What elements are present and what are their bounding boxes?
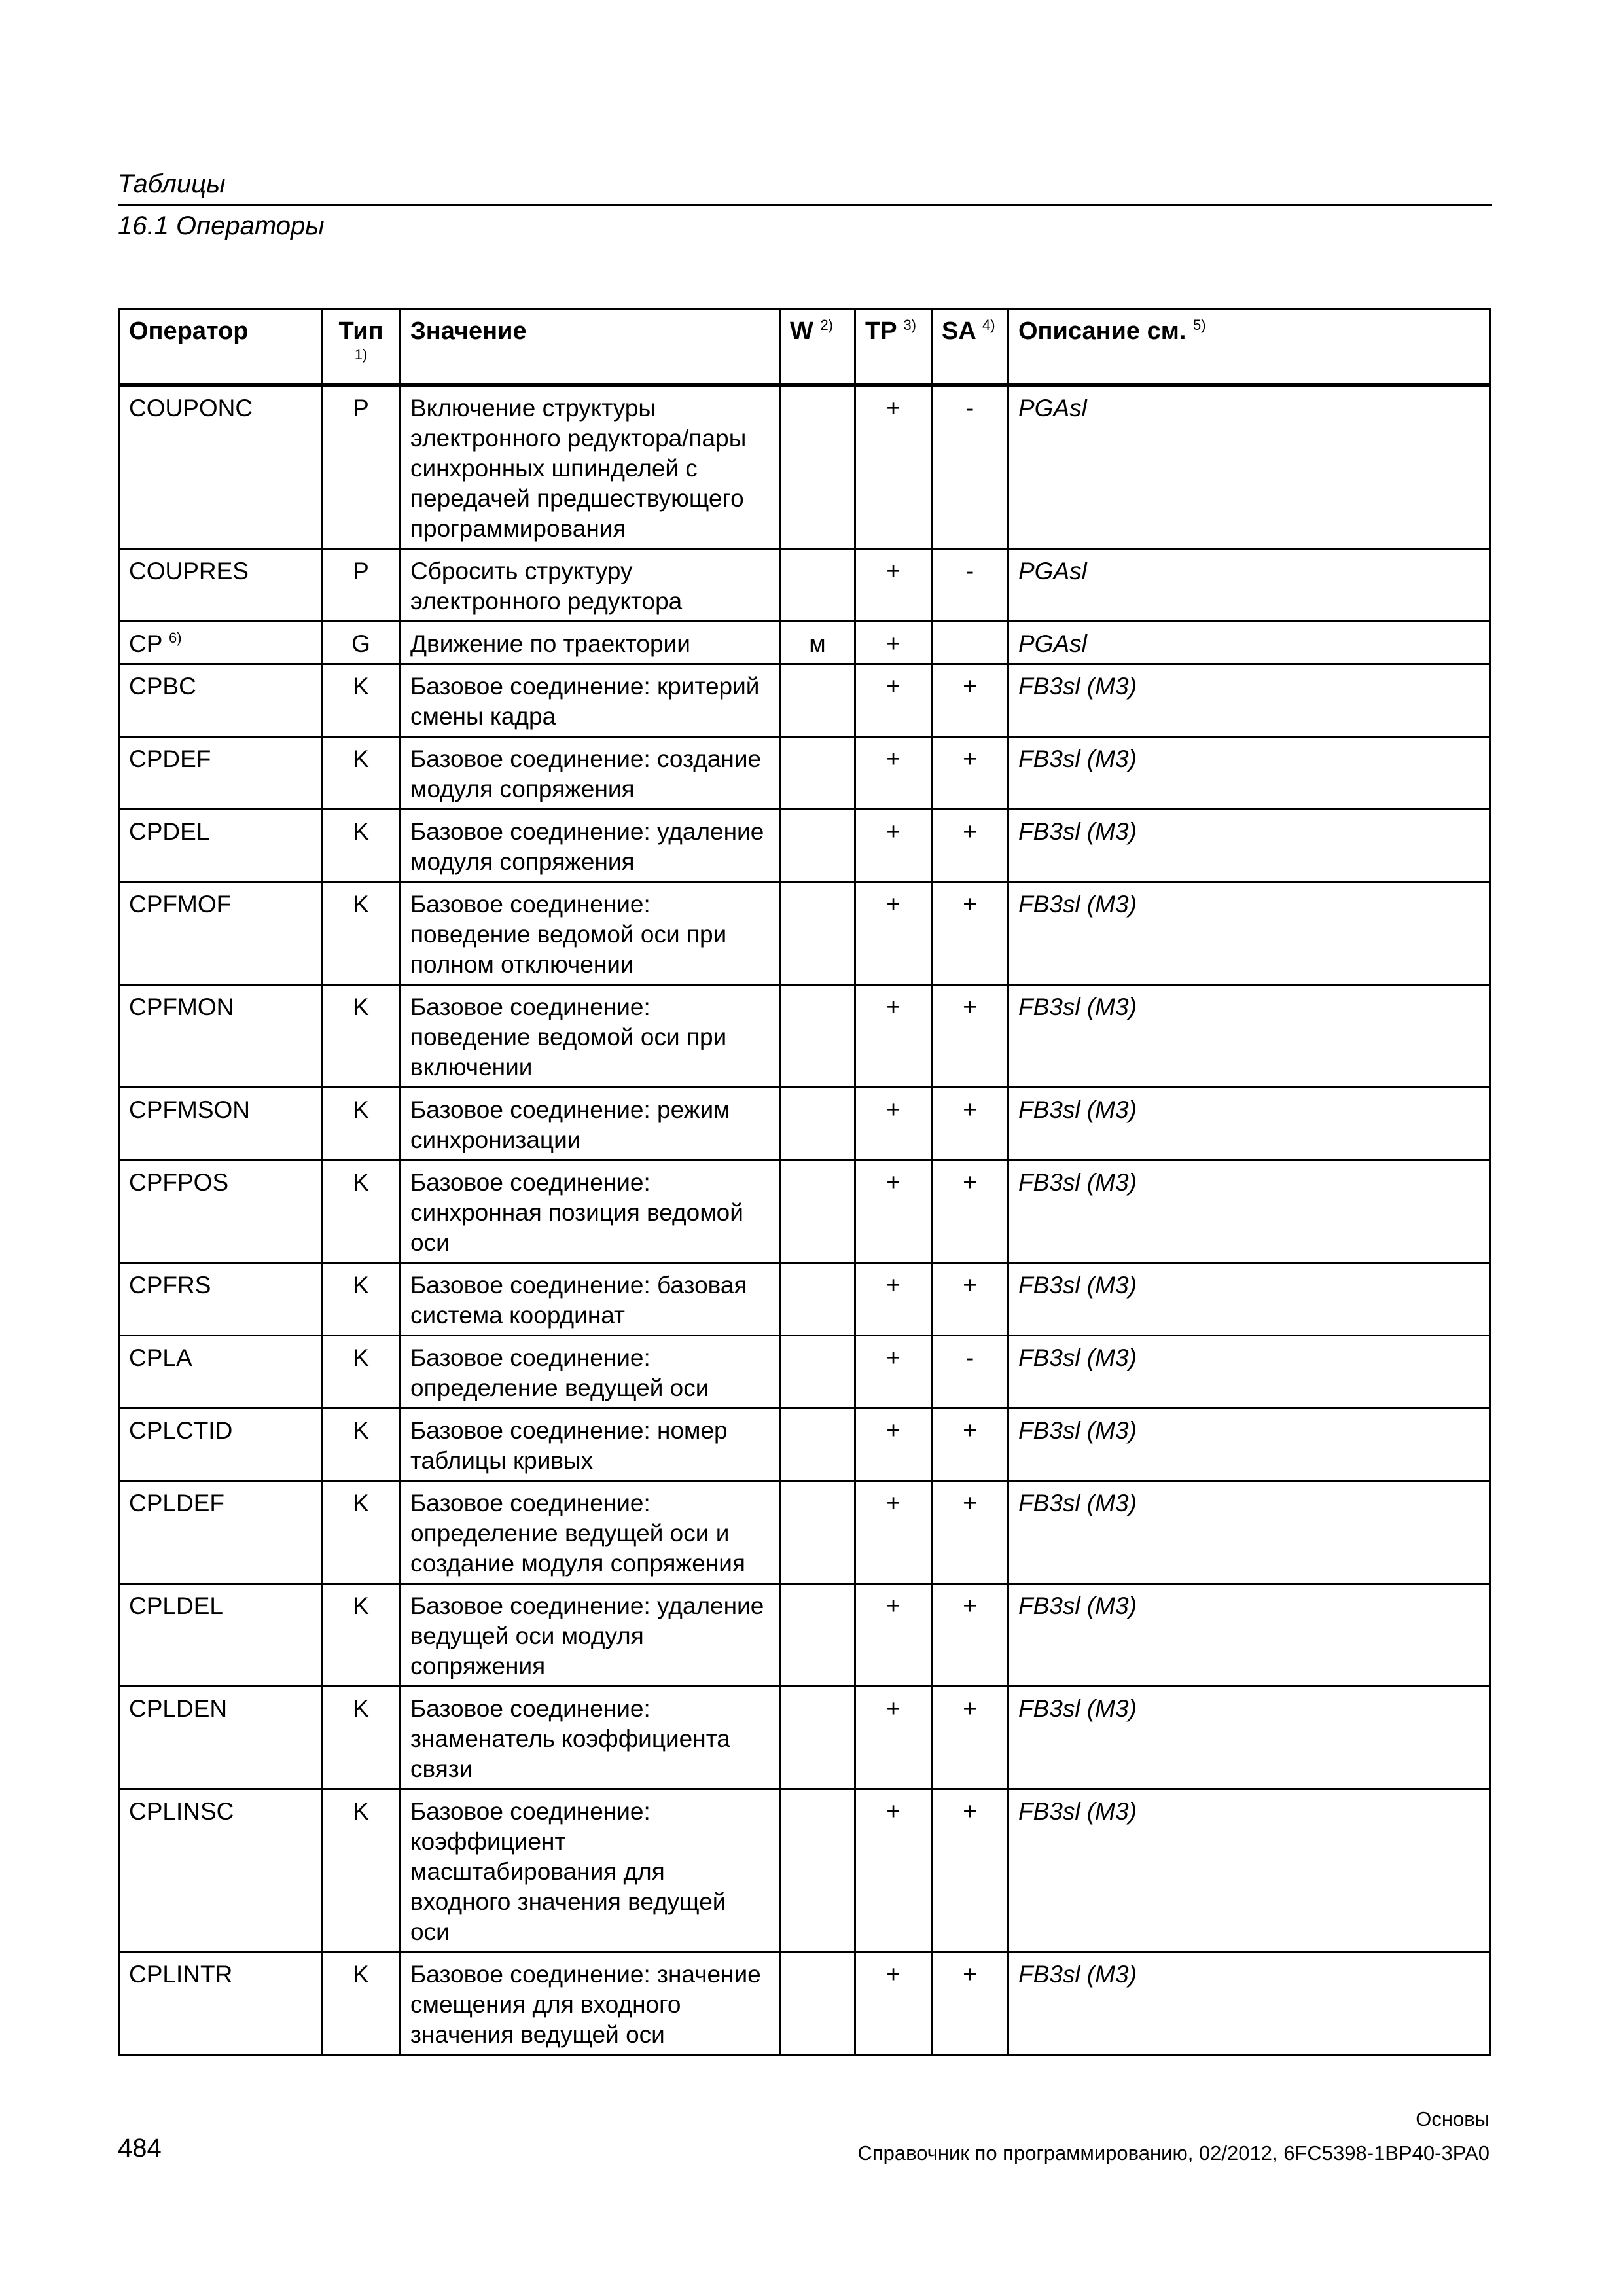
type-cell: K [322,1160,401,1263]
operator-cell: COUPRES [119,549,322,622]
meaning-cell: Базовое соединение: режим синхронизации [401,1088,780,1160]
sa-cell: + [932,985,1008,1088]
w-cell [780,1336,855,1408]
table-row [119,1481,1491,1584]
meaning-cell: Базовое соединение: значение смещения для входного значения ведущей оси [401,1952,780,2055]
sa-cell: - [932,1336,1008,1408]
table-row [119,1160,1491,1263]
w-cell [780,1088,855,1160]
col-meaning-header: Значение [401,309,780,386]
meaning-cell: Базовое соединение: создание модуля сопряжения [401,737,780,810]
description-ref-cell: FB3sl (M3) [1008,1336,1491,1408]
w-cell [780,1263,855,1336]
meaning-cell: Базовое соединение: удаление модуля сопряжения [401,810,780,882]
operators-table [118,308,1491,2056]
meaning-cell: Базовое соединение: базовая система координат [401,1263,780,1336]
meaning-cell: Включение структуры электронного редуктора/пары синхронных шпинделей с передачей предшествующего программирования [401,385,780,549]
operator-cell: CPLINSC [119,1789,322,1952]
operator-cell: CPDEF [119,737,322,810]
operator-cell: COUPONC [119,385,322,549]
table-header-row [119,309,1491,386]
tp-cell: + [855,810,932,882]
description-ref-cell: FB3sl (M3) [1008,1263,1491,1336]
type-cell: K [322,737,401,810]
tp-cell: + [855,1263,932,1336]
type-cell: K [322,1088,401,1160]
sa-cell: + [932,1789,1008,1952]
tp-cell: + [855,1687,932,1789]
meaning-cell: Движение по траектории [401,622,780,664]
w-cell [780,810,855,882]
sa-cell: + [932,810,1008,882]
col-operator-header: Оператор [119,309,322,386]
description-ref-cell: FB3sl (M3) [1008,1584,1491,1687]
operator-cell: CPLDEL [119,1584,322,1687]
description-ref-cell: PGAsl [1008,385,1491,549]
description-ref-cell: FB3sl (M3) [1008,882,1491,985]
description-ref-cell: FB3sl (M3) [1008,1408,1491,1481]
tp-cell: + [855,1408,932,1481]
sa-cell: + [932,1160,1008,1263]
description-ref-cell: FB3sl (M3) [1008,1088,1491,1160]
tp-cell: + [855,1088,932,1160]
sa-cell: + [932,664,1008,737]
type-cell: K [322,1687,401,1789]
col-type-header: Тип 1) [322,309,401,386]
description-ref-cell: FB3sl (M3) [1008,1687,1491,1789]
operator-cell: CPDEL [119,810,322,882]
w-cell [780,1160,855,1263]
sa-cell: + [932,882,1008,985]
operator-cell: CPLDEN [119,1687,322,1789]
chapter-title: Таблицы [118,170,226,198]
meaning-cell: Базовое соединение: удаление ведущей оси модуля сопряжения [401,1584,780,1687]
w-cell [780,549,855,622]
tp-cell: + [855,1336,932,1408]
tp-cell: + [855,882,932,985]
type-cell: K [322,985,401,1088]
meaning-cell: Сбросить структуру электронного редуктора [401,549,780,622]
sa-cell: + [932,1952,1008,2055]
table-body [119,385,1491,2055]
table-row [119,1408,1491,1481]
type-cell: K [322,1481,401,1584]
sa-cell: + [932,1481,1008,1584]
description-ref-cell: FB3sl (M3) [1008,1789,1491,1952]
col-w-header: W $^{2)}$ [780,309,855,386]
operator-cell: CPFPOS [119,1160,322,1263]
col-desc-header: Описание см. $^{5)}$ [1008,309,1491,386]
w-cell [780,1952,855,2055]
meaning-cell: Базовое соединение: коэффициент масштабирования для входного значения ведущей оси [401,1789,780,1952]
tp-cell: + [855,1789,932,1952]
description-ref-cell: FB3sl (M3) [1008,664,1491,737]
operator-cell: CP $^{6)}$ [119,622,322,664]
w-cell [780,882,855,985]
tp-cell: + [855,985,932,1088]
meaning-cell: Базовое соединение: определение ведущей оси [401,1336,780,1408]
description-ref-cell: FB3sl (M3) [1008,1481,1491,1584]
footer-manual-info: Справочник по программированию, 02/2012, 6FC5398-1BP40-3PA0 [857,2142,1489,2164]
col-sa-header: SA $^{4)}$ [932,309,1008,386]
type-cell: K [322,810,401,882]
sa-cell: + [932,1263,1008,1336]
sa-cell [932,622,1008,664]
type-cell: K [322,1336,401,1408]
sa-cell: + [932,1408,1008,1481]
table-row [119,622,1491,664]
meaning-cell: Базовое соединение: поведение ведомой оси при включении [401,985,780,1088]
operator-cell: CPLDEF [119,1481,322,1584]
table-row [119,549,1491,622]
w-cell [780,1687,855,1789]
table-row [119,737,1491,810]
w-cell [780,737,855,810]
tp-cell: + [855,385,932,549]
w-cell [780,385,855,549]
operator-cell: CPFMON [119,985,322,1088]
type-cell: G [322,622,401,664]
table-row [119,985,1491,1088]
sa-cell: + [932,1088,1008,1160]
type-cell: K [322,664,401,737]
tp-cell: + [855,664,932,737]
sa-cell: - [932,549,1008,622]
table-row [119,1263,1491,1336]
tp-cell: + [855,549,932,622]
sa-cell: + [932,1584,1008,1687]
description-ref-cell: PGAsl [1008,549,1491,622]
tp-cell: + [855,1584,932,1687]
sa-cell: + [932,1687,1008,1789]
w-cell [780,1789,855,1952]
footer-book-title: Основы [1416,2108,1489,2130]
meaning-cell: Базовое соединение: знаменатель коэффициента связи [401,1687,780,1789]
w-cell [780,1408,855,1481]
type-cell: P [322,549,401,622]
description-ref-cell: FB3sl (M3) [1008,1952,1491,2055]
sa-cell: + [932,737,1008,810]
type-cell: P [322,385,401,549]
description-ref-cell: FB3sl (M3) [1008,737,1491,810]
w-cell [780,664,855,737]
footer [857,2102,1489,2170]
operator-cell: CPLA [119,1336,322,1408]
w-cell [780,1481,855,1584]
col-tp-header: TP $^{3)}$ [855,309,932,386]
type-cell: K [322,1408,401,1481]
table-row [119,1687,1491,1789]
meaning-cell: Базовое соединение: определение ведущей оси и создание модуля сопряжения [401,1481,780,1584]
type-cell: K [322,1789,401,1952]
table-row [119,1584,1491,1687]
table-row [119,385,1491,549]
header-rule [118,204,1492,206]
description-ref-cell: FB3sl (M3) [1008,1160,1491,1263]
meaning-cell: Базовое соединение: номер таблицы кривых [401,1408,780,1481]
type-footnote-mark: 1) [354,346,368,363]
meaning-cell: Базовое соединение: критерий смены кадра [401,664,780,737]
description-ref-cell: FB3sl (M3) [1008,985,1491,1088]
w-cell: м [780,622,855,664]
description-ref-cell: FB3sl (M3) [1008,810,1491,882]
table-row [119,810,1491,882]
description-ref-cell: PGAsl [1008,622,1491,664]
w-cell [780,1584,855,1687]
tp-cell: + [855,1952,932,2055]
section-title: 16.1 Операторы [118,211,325,240]
meaning-cell: Базовое соединение: синхронная позиция ведомой оси [401,1160,780,1263]
type-cell: K [322,882,401,985]
w-cell [780,985,855,1088]
table-row [119,664,1491,737]
tp-cell: + [855,622,932,664]
table-row [119,1336,1491,1408]
table-row [119,1789,1491,1952]
tp-cell: + [855,737,932,810]
sa-cell: - [932,385,1008,549]
operator-cell: CPFMOF [119,882,322,985]
page-number: 484 [118,2134,162,2162]
table-row [119,1088,1491,1160]
operator-cell: CPLINTR [119,1952,322,2055]
table-row [119,1952,1491,2055]
operator-cell: CPFRS [119,1263,322,1336]
type-cell: K [322,1584,401,1687]
running-header [118,165,1492,245]
operator-cell: CPLCTID [119,1408,322,1481]
type-cell: K [322,1263,401,1336]
tp-cell: + [855,1481,932,1584]
tp-cell: + [855,1160,932,1263]
operator-footnote-mark: 6) [169,630,182,646]
operator-cell: CPFMSON [119,1088,322,1160]
operator-cell: CPBC [119,664,322,737]
meaning-cell: Базовое соединение: поведение ведомой оси при полном отключении [401,882,780,985]
type-cell: K [322,1952,401,2055]
table-row [119,882,1491,985]
